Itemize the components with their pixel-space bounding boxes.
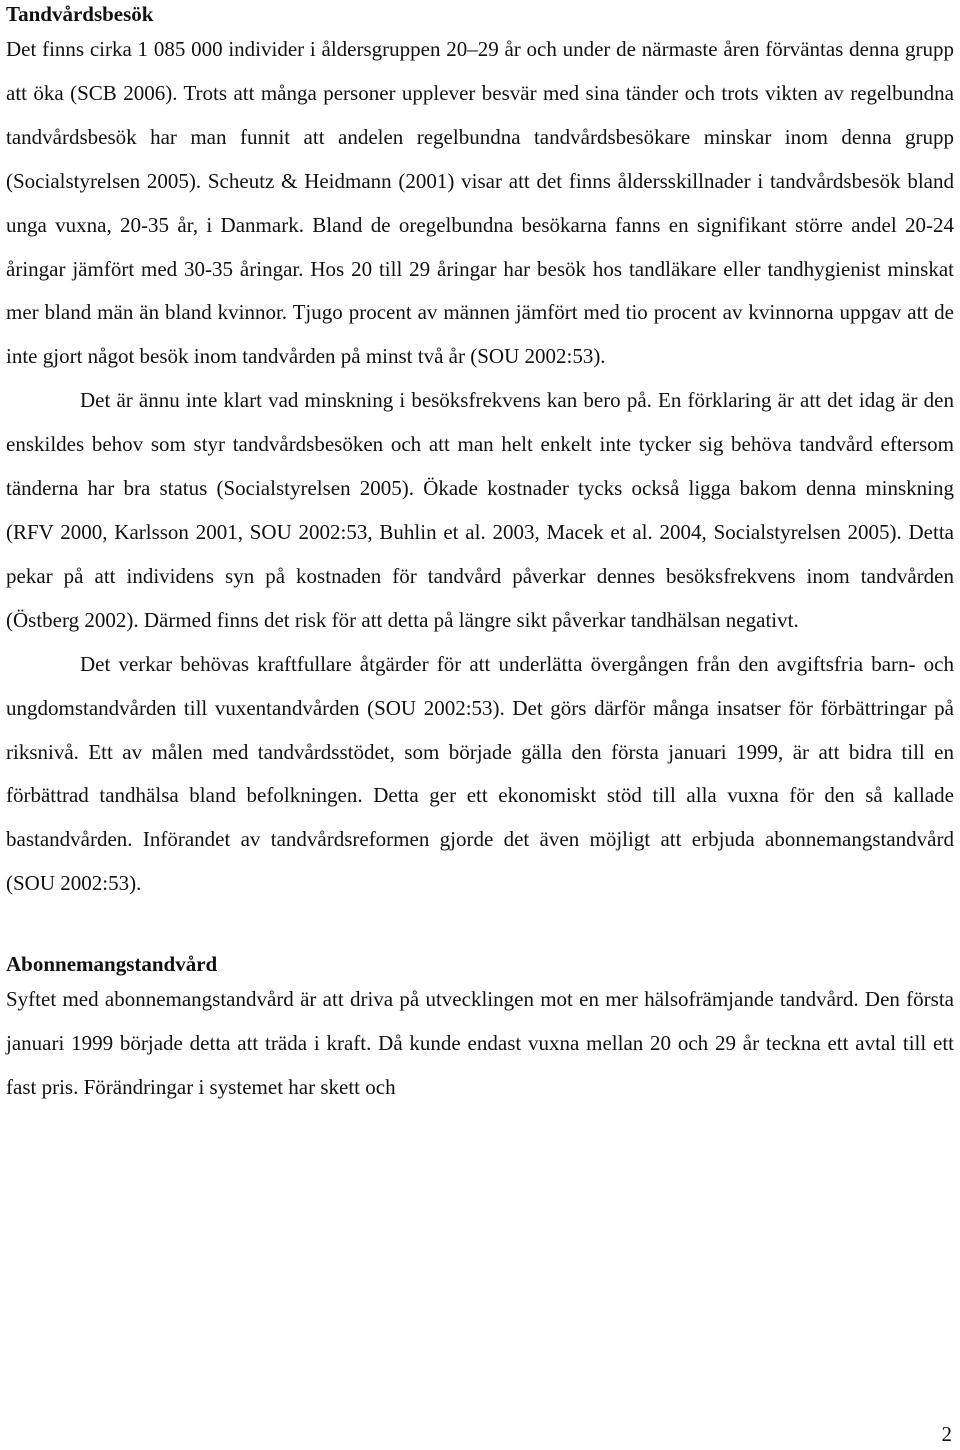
paragraph: Det verkar behövas kraftfullare åtgärder för att underlätta övergången från den avgiftsfria barn- och ungdomstandvården till vuxentandvården (SOU 2002:53). Det görs därför många insatser för förbättringar på riksnivå. Ett av målen med tandvårdsstödet, som började gälla den första januari 1999, är att bidra till en förbättrad tandhälsa bland befolkningen. Detta ger ett ekonomiskt stöd till alla vuxna för den så kallade bastandvården. Införandet av tandvårdsreformen gjorde det även möjligt att erbjuda abonnemangstandvård (SOU 2002:53).	[6, 651, 954, 896]
document-page	[6, 0, 954, 1110]
section-heading: Tandvårdsbesök	[6, 2, 154, 26]
page-number: 2	[941, 1422, 952, 1446]
section-heading: Abonnemangstandvård	[6, 952, 218, 977]
paragraph: Det är ännu inte klart vad minskning i besöksfrekvens kan bero på. En förklaring är att det idag är den enskildes behov som styr tandvårdsbesöken och att man helt enkelt inte tycker sig behöva tandvård eftersom tänderna har bra status (Socialstyrelsen 2005). Ökade kostnader tycks också ligga bakom denna minskning (RFV 2000, Karlsson 2001, SOU 2002:53, Buhlin et al. 2003, Macek et al. 2004, Socialstyrelsen 2005). Detta pekar på att individens syn på kostnaden för tandvård påverkar dennes besöksfrekvens inom tandvården (Östberg 2002). Därmed finns det risk för att detta på längre sikt påverkar tandhälsan negativt.	[6, 388, 954, 632]
section-tandvardsbesok	[6, 0, 954, 906]
paragraph: Det finns cirka 1 085 000 individer i åldersgruppen 20–29 år och under de närmaste åren förväntas denna grupp att öka (SCB 2006). Trots att många personer upplever besvär med sina tänder och trots vikten av regelbundna tandvårdsbesök har man funnit att andelen regelbundna tandvårdsbesökare minskar inom denna grupp (Socialstyrelsen 2005). Scheutz & Heidmann (2001) visar att det finns åldersskillnader i tandvårdsbesök bland unga vuxna, 20-35 år, i Danmark. Bland de oregelbundna besökarna fanns en signifikant större andel 20-24 åringar jämfört med 30-35 åringar. Hos 20 till 29 åringar har besök hos tandläkare eller tandhygienist minskat mer bland män än bland kvinnor. Tjugo procent av männen jämfört med tio procent av kvinnorna uppgav att de inte gjort något besök inom tandvården på minst två år (SOU 2002:53).	[6, 37, 954, 369]
paragraph: Syftet med abonnemangstandvård är att driva på utvecklingen mot en mer hälsofrämjande tandvård. Den första januari 1999 började detta att träda i kraft. Då kunde endast vuxna mellan 20 och 29 år teckna ett avtal till ett fast pris. Förändringar i systemet har skett och	[6, 987, 954, 1099]
section-abonnemangstandvard	[6, 950, 954, 1110]
